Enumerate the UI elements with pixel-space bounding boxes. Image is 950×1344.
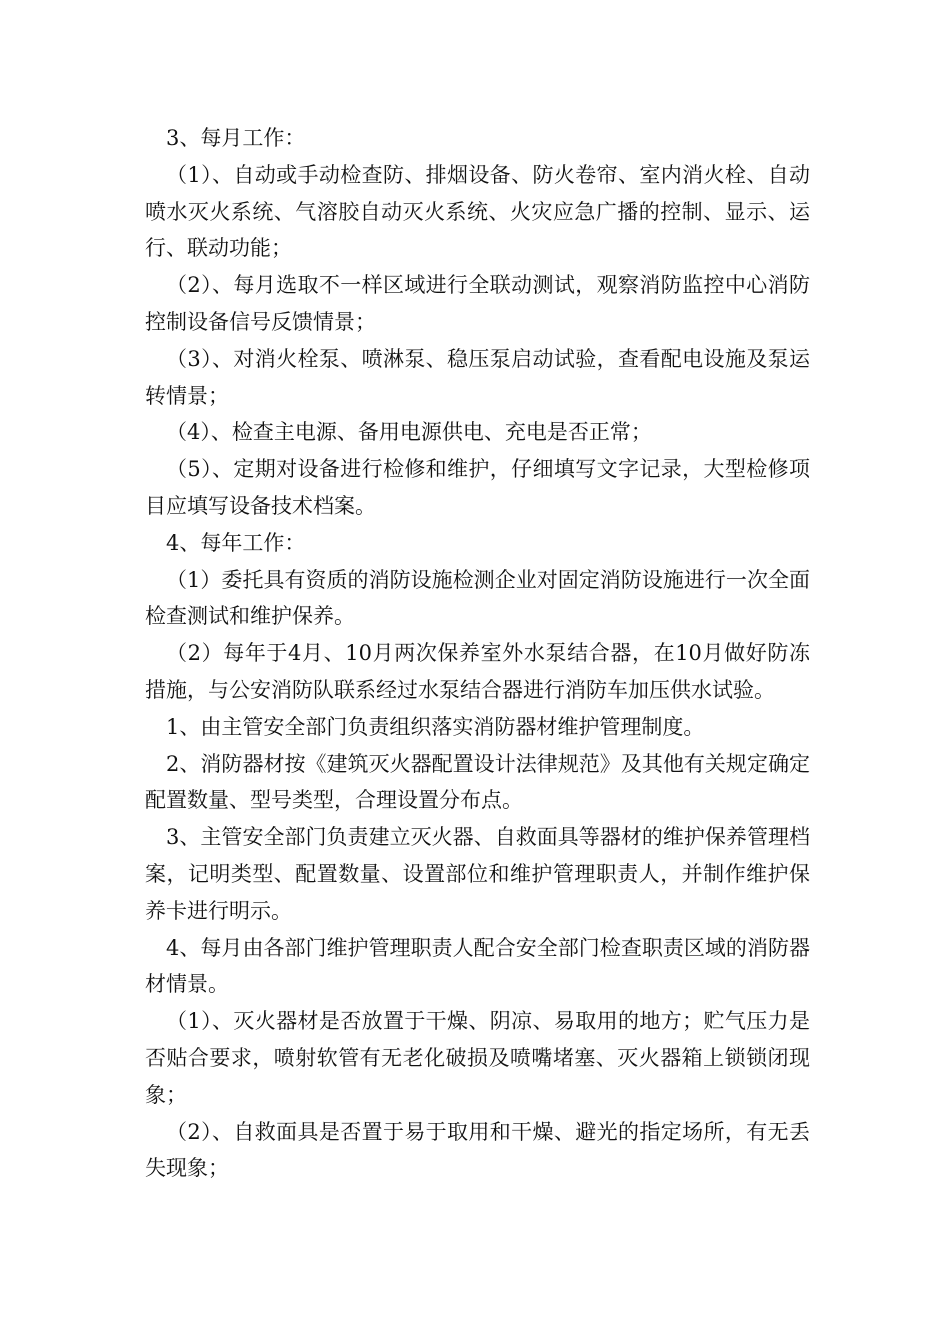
monthly-item-2: （2）、每月选取不一样区域进行全联动测试，观察消防监控中心消防控制设备信号反馈情景； bbox=[145, 273, 810, 334]
heading-yearly-work: 4、每年工作： bbox=[166, 530, 306, 555]
check-item-1: （1）、灭火器材是否放置于干燥、阴凉、易取用的地方；贮气压力是否贴合要求，喷射软管有无老化破损及喷嘴堵塞、灭火器箱上锁锁闭现象； bbox=[145, 1009, 810, 1107]
monthly-item-1: （1）、自动或手动检查防、排烟设备、防火卷帘、室内消火栓、自动喷水灭火系统、气溶胶自动灭火系统、火灾应急广播的控制、显示、运行、联动功能； bbox=[145, 162, 810, 261]
check-item-2: （2）、自救面具是否置于易于取用和干燥、避光的指定场所，有无丢失现象； bbox=[145, 1119, 810, 1181]
monthly-item-4: （4）、检查主电源、备用电源供电、充电是否正常； bbox=[166, 420, 652, 445]
document-page bbox=[145, 120, 810, 1187]
monthly-item-5: （5）、定期对设备进行检修和维护，仔细填写文字记录，大型检修项目应填写设备技术档案。 bbox=[145, 457, 810, 518]
rule-item-2: 2、消防器材按《建筑灭火器配置设计法律规范》及其他有关规定确定配置数量、型号类型，合理设置分布点。 bbox=[145, 751, 810, 813]
yearly-item-1: （1）委托具有资质的消防设施检测企业对固定消防设施进行一次全面检查测试和维护保养。 bbox=[145, 567, 810, 629]
rule-item-4: 4、每月由各部门维护管理职责人配合安全部门检查职责区域的消防器材情景。 bbox=[145, 935, 810, 997]
monthly-item-3: （3）、对消火栓泵、喷淋泵、稳压泵启动试验，查看配电设施及泵运转情景； bbox=[145, 346, 810, 408]
rule-item-1: 1、由主管安全部门负责组织落实消防器材维护管理制度。 bbox=[166, 714, 705, 739]
heading-monthly-work: 3、每月工作： bbox=[166, 126, 306, 150]
yearly-item-2: （2）每年于4月、10月两次保养室外水泵结合器，在10月做好防冻措施，与公安消防队联系经过水泵结合器进行消防车加压供水试验。 bbox=[145, 641, 810, 702]
rule-item-3: 3、主管安全部门负责建立灭火器、自救面具等器材的维护保养管理档案，记明类型、配置数量、设置部位和维护管理职责人，并制作维护保养卡进行明示。 bbox=[145, 825, 810, 923]
